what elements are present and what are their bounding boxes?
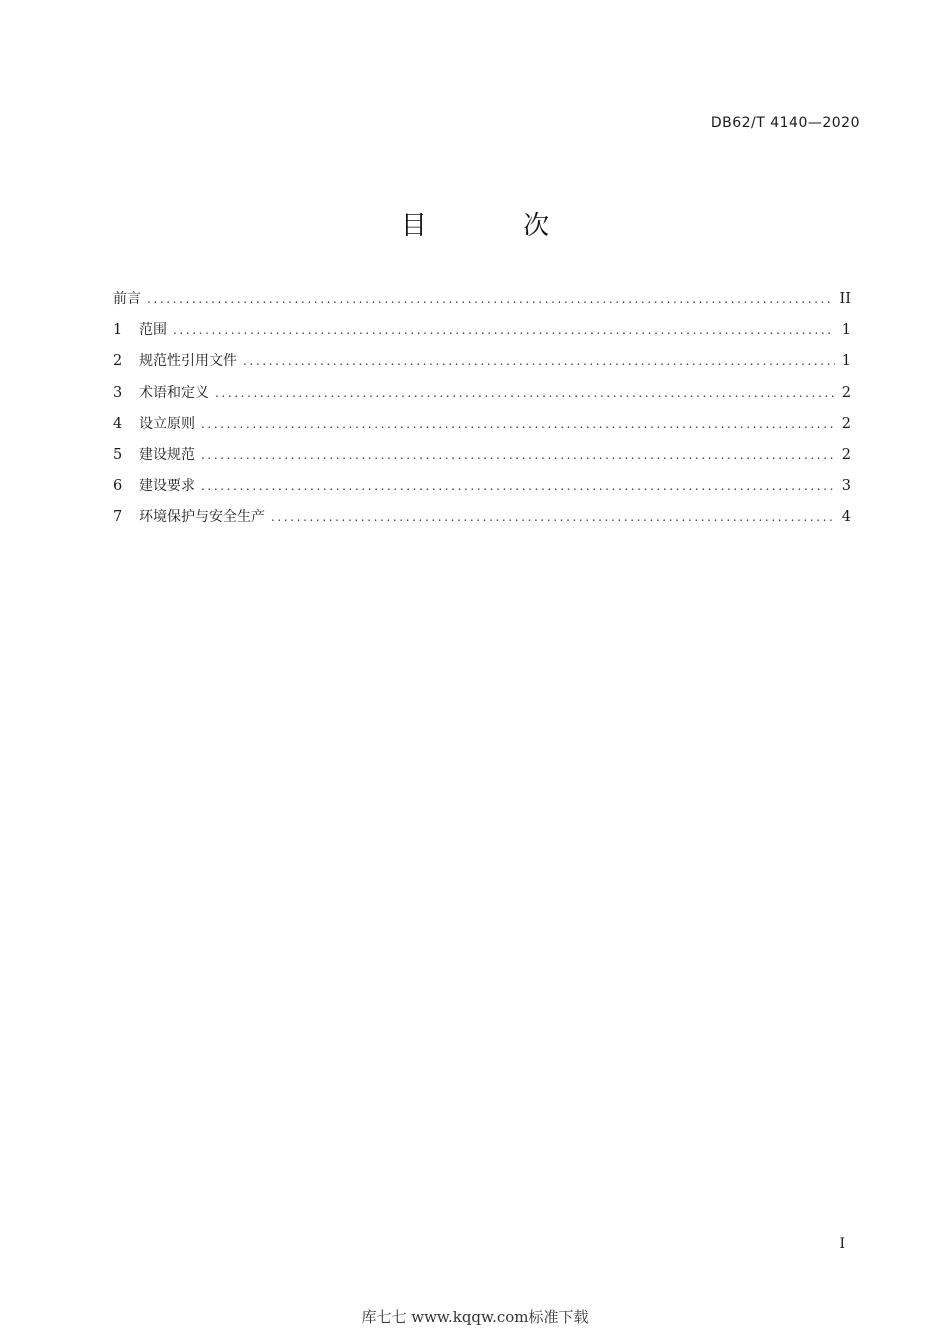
toc-entry-number: 1 [113, 322, 123, 339]
watermark-text: 库七七 www.kqqw.com标准下载 [361, 1308, 589, 1326]
toc-dot-leader [201, 471, 835, 502]
toc-entry-2[interactable] [113, 346, 851, 377]
toc-entry-7[interactable] [113, 502, 851, 533]
toc-entry-number: 3 [113, 384, 123, 401]
toc-entry-label: 设立原则 [139, 415, 195, 432]
toc-entry-label: 规范性引用文件 [139, 353, 237, 370]
toc-entry-page: 2 [841, 446, 851, 463]
toc-entry-4[interactable] [113, 409, 851, 440]
toc-entry-page: 2 [841, 384, 851, 401]
toc-dot-leader [271, 502, 835, 533]
toc-entry-number: 2 [113, 353, 123, 370]
toc-entry-number: 7 [113, 509, 123, 526]
toc-entry-3[interactable] [113, 378, 851, 409]
toc-entry-label: 术语和定义 [139, 384, 209, 401]
document-code: DB62/T 4140—2020 [710, 115, 860, 131]
toc-entry-number: 5 [113, 446, 123, 463]
toc-dot-leader [201, 440, 835, 471]
toc-entry-label: 环境保护与安全生产 [139, 509, 265, 526]
toc-entry-label: 范围 [139, 322, 167, 339]
toc-entry-label: 前言 [113, 291, 141, 307]
toc-entry-page: 1 [841, 322, 851, 339]
toc-dot-leader [243, 346, 835, 377]
table-of-contents [113, 284, 851, 534]
toc-entry-foreword[interactable] [113, 284, 851, 315]
toc-entry-1[interactable] [113, 315, 851, 346]
toc-entry-page: 2 [841, 415, 851, 432]
toc-entry-label: 建设要求 [139, 478, 195, 495]
toc-dot-leader [173, 315, 835, 346]
page-number: I [839, 1236, 845, 1252]
toc-dot-leader [201, 409, 835, 440]
toc-dot-leader [215, 378, 835, 409]
toc-dot-leader [147, 284, 834, 315]
toc-entry-number: 6 [113, 478, 123, 495]
toc-entry-number: 4 [113, 415, 123, 432]
toc-entry-label: 建设规范 [139, 446, 195, 463]
toc-entry-page: 1 [841, 353, 851, 370]
toc-entry-page: II [839, 291, 851, 307]
page-title: 目 次 [400, 211, 594, 241]
toc-entry-page: 3 [841, 478, 851, 495]
toc-entry-6[interactable] [113, 471, 851, 502]
toc-entry-page: 4 [841, 509, 851, 526]
toc-entry-5[interactable] [113, 440, 851, 471]
